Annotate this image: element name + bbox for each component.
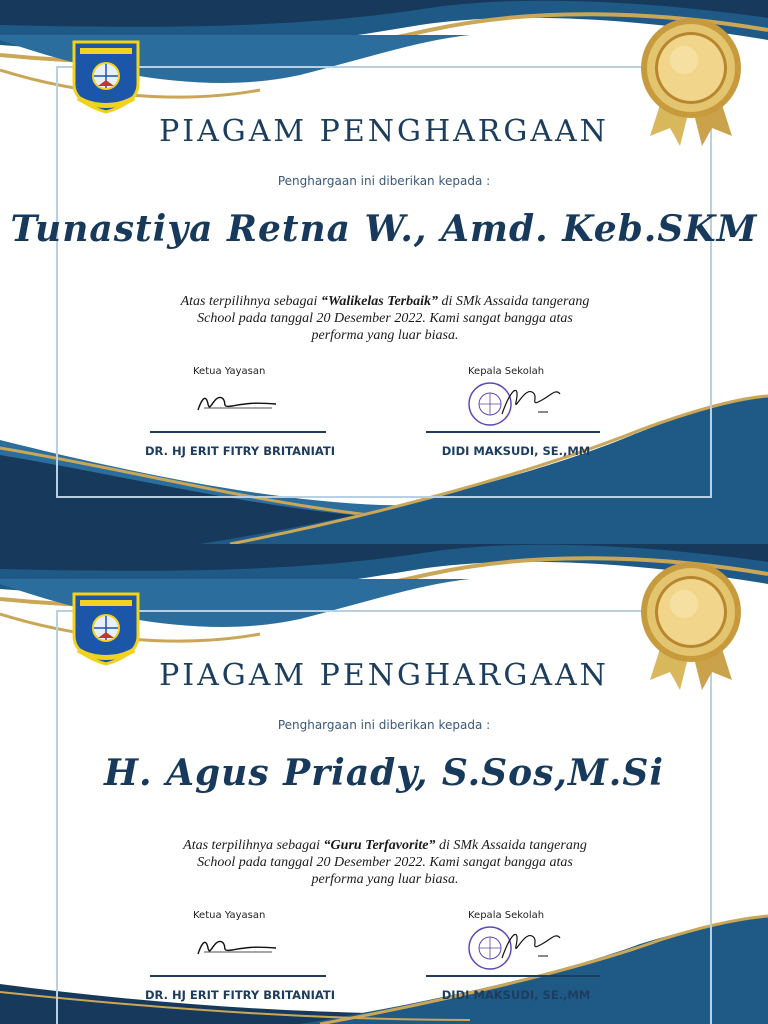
certificate-title: PIAGAM PENGHARGAAN	[159, 114, 609, 149]
presentation-line: Penghargaan ini diberikan kepada :	[277, 718, 491, 732]
school-logo	[70, 592, 142, 666]
certificate-title: PIAGAM PENGHARGAAN	[159, 658, 609, 693]
award-title: “Guru Terfavorite”	[323, 838, 436, 853]
left-signature	[192, 932, 282, 964]
left-signature-line	[150, 431, 326, 433]
school-stamp-signature	[462, 922, 572, 974]
left-signature	[192, 388, 282, 420]
left-signer-name: DR. HJ ERIT FITRY BRITANIATI	[144, 444, 336, 458]
left-signature-line	[150, 975, 326, 977]
certificate-2	[0, 544, 768, 1024]
citation-text: Atas terpilihnya sebagai “Walikelas Terbaik” di SMk Assaida tangerang School pada tanggal 20 Desember 2022. Kami sangat bangga atas performa yang luar biasa.	[180, 294, 590, 343]
school-logo	[70, 40, 142, 114]
right-signature-line	[426, 975, 600, 977]
award-title: “Walikelas Terbaik”	[320, 294, 439, 309]
school-stamp-signature	[462, 378, 572, 430]
right-signer-name: DIDI MAKSUDI, SE.,MM	[441, 444, 591, 458]
right-signer-role: Kepala Sekolah	[468, 910, 545, 921]
recipient-name: H. Agus Priady, S.Sos,M.Si	[103, 752, 665, 794]
right-signature-line	[426, 431, 600, 433]
presentation-line: Penghargaan ini diberikan kepada :	[277, 174, 491, 188]
left-signer-role: Ketua Yayasan	[193, 910, 266, 921]
right-signer-role: Kepala Sekolah	[468, 366, 545, 377]
left-signer-role: Ketua Yayasan	[193, 366, 266, 377]
recipient-name: Tunastiya Retna W., Amd. Keb.SKM	[10, 208, 758, 250]
left-signer-name: DR. HJ ERIT FITRY BRITANIATI	[144, 988, 336, 1002]
citation-text: Atas terpilihnya sebagai “Guru Terfavorite” di SMk Assaida tangerang School pada tanggal 20 Desember 2022. Kami sangat bangga atas performa yang luar biasa.	[183, 838, 587, 887]
right-signer-name: DIDI MAKSUDI, SE.,MM	[441, 988, 591, 1002]
